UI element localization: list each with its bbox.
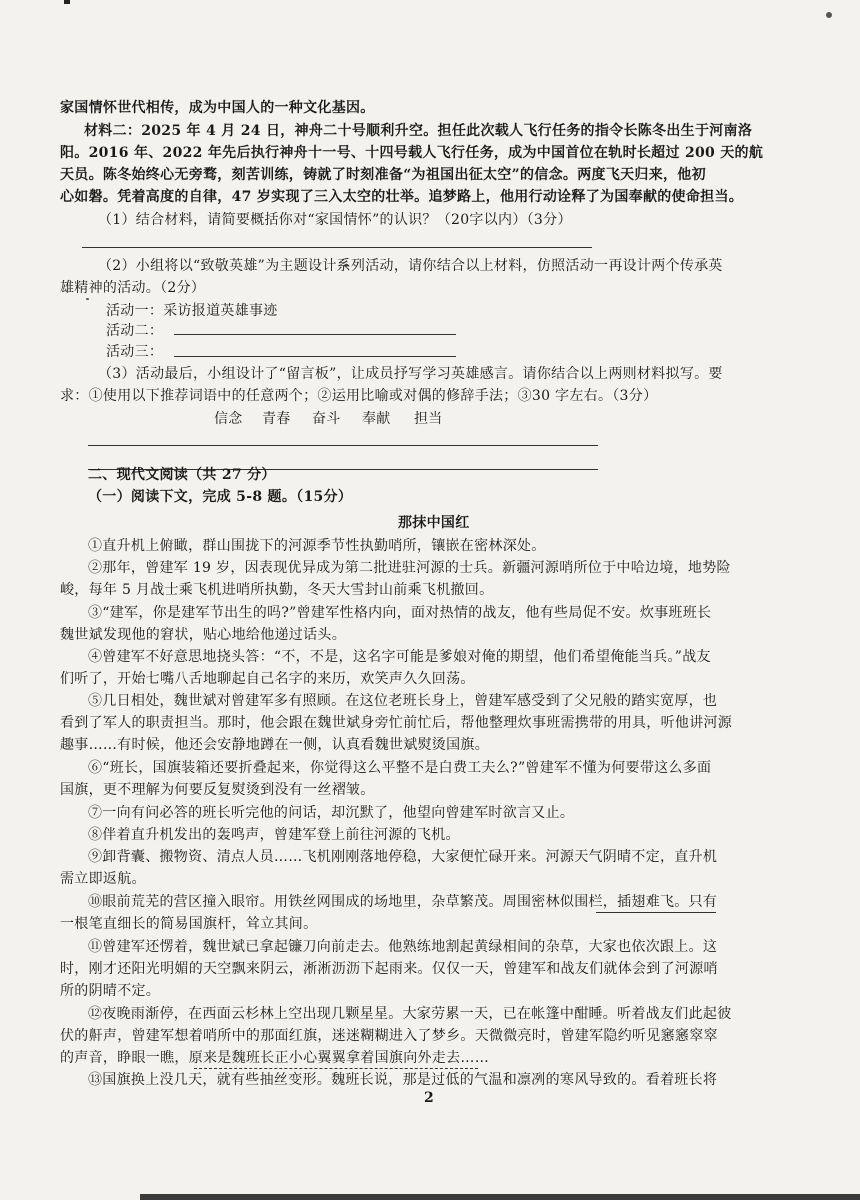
article-paragraph-line: ③“建军，你是建军节出生的吗?”曾建军性格内向，面对热情的战友，他有些局促不安。炊事班班长	[88, 605, 712, 621]
answer-line-activity-2	[174, 334, 456, 335]
question-2-line: （2）小组将以“致敬英雄”为主题设计系列活动，请你结合以上材料，仿照活动一再设计两个传承英	[98, 258, 723, 274]
article-paragraph-line: ②那年，曾建军 19 岁，因表现优异成为第二批进驻河源的士兵。新疆河源哨所位于中哈边境，地势险	[88, 560, 731, 576]
section-heading: 二、现代文阅读（共 27 分）	[88, 467, 276, 483]
question-2-line: 雄精神的活动。（2分）	[60, 280, 206, 296]
recommended-word: 奉献	[362, 411, 391, 427]
article-paragraph-line: ⑦一向有问必答的班长听完他的问话，却沉默了，他望向曾建军时欲言又止。	[88, 805, 575, 821]
article-paragraph-line: ⑩眼前荒芜的营区撞入眼帘。用铁丝网围成的场地里，杂草繁茂。周围密林似围栏，插翅难飞。只有	[88, 894, 718, 910]
scan-speck	[826, 12, 832, 18]
material2-line: 天员。陈冬始终心无旁骛，刻苦训练，铸就了时刻准备“为祖国出征太空”的信念。两度飞天归来，他初	[60, 167, 706, 183]
article-paragraph-line: 需立即返航。	[60, 871, 146, 887]
article-paragraph-line: ④曾建军不好意思地挠头答：“不，不是，这名字可能是爹娘对俺的期望，他们希望俺能当兵。”战友	[88, 649, 711, 665]
article-paragraph-line: 趣事……有时候，他还会安静地蹲在一侧，认真看魏世斌熨烫国旗。	[60, 737, 489, 753]
article-paragraph-line: 国旗，更不理解为何要反复熨烫到没有一丝褶皱。	[60, 782, 375, 798]
article-title: 那抹中国红	[398, 515, 470, 531]
page-number: 2	[424, 1090, 435, 1106]
question-1: （1）结合材料，请简要概括你对“家国情怀”的认识？（20字以内）（3分）	[98, 212, 572, 228]
article-paragraph-line: ⑪曾建军还愣着，魏世斌已拿起镰刀向前走去。他熟练地割起黄绿相间的杂草，大家也依次跟上。这	[88, 939, 718, 955]
material2-line: 材料二：2025 年 4 月 24 日，神舟二十号顺利升空。担任此次载人飞行任务的指令长陈冬出生于河南洛	[84, 123, 753, 139]
article-paragraph-line: ⑬国旗换上没几天，就有些抽丝变形。魏班长说，那是过低的气温和凛冽的寒风导致的。看着班长将	[88, 1072, 718, 1088]
material2-line: 心如磐。凭着高度的自律，47 岁实现了三入太空的壮举。追梦路上，他用行动诠释了为国奉献的使命担当。	[60, 189, 744, 205]
article-paragraph-line: 一根笔直细长的简易国旗杆，耸立其间。	[60, 916, 318, 932]
article-paragraph-line: ⑤几日相处，魏世斌对曾建军多有照顾。在这位老班长身上，曾建军感受到了父兄般的踏实宽厚，也	[88, 693, 718, 709]
answer-line-activity-3	[174, 356, 456, 357]
article-paragraph-line: ⑥“班长，国旗装箱还要折叠起来，你觉得这么平整不是白费工夫么?”曾建军不懂为何要带这么多面	[88, 760, 712, 776]
article-paragraph-line: 峻，每年 5 月战士乘飞机进哨所执勤，冬天大雪封山前乘飞机撤回。	[60, 582, 494, 598]
handwritten-underline	[194, 1068, 478, 1069]
scan-bottom-edge	[140, 1194, 860, 1200]
article-paragraph-line: 看到了军人的职责担当。那时，他会跟在魏世斌身旁忙前忙后，帮他整理炊事班需携带的用具，听他讲河源	[60, 715, 733, 731]
question-3-line: 求：①使用以下推荐词语中的任意两个；②运用比喻或对偶的修辞手法；③30 字左右。（3分）	[60, 388, 658, 404]
intro-text: 家国情怀世代相传，成为中国人的一种文化基因。	[60, 100, 375, 116]
answer-line-q1	[82, 247, 592, 248]
activity-1: 活动一：采访报道英雄事迹	[106, 303, 278, 319]
activity-2: 活动二：	[106, 323, 164, 339]
article-paragraph-line: ⑫夜晚雨渐停，在西面云杉林上空出现几颗星星。大家劳累一天，已在帐篷中酣睡。听着战友们此起彼	[88, 1006, 732, 1022]
article-paragraph-line: 伏的鼾声，曾建军想着哨所中的那面红旗，迷迷糊糊进入了梦乡。天微微亮时，曾建军隐约听见窸窸窣窣	[60, 1028, 718, 1044]
recommended-word: 青春	[262, 411, 291, 427]
question-3-line: （3）活动最后，小组设计了“留言板”，让成员抒写学习英雄感言。请你结合以上两则材料拟写。要	[98, 366, 723, 382]
part-heading: （一）阅读下文，完成 5-8 题。（15分）	[88, 489, 353, 505]
scan-corner-mark	[64, 0, 70, 4]
article-paragraph-line: 们听了，开始七嘴八舌地聊起自己名字的来历，欢笑声久久回荡。	[60, 671, 475, 687]
recommended-word: 奋斗	[312, 411, 341, 427]
article-paragraph-line: 时，刚才还阳光明媚的天空飘来阴云，淅淅沥沥下起雨来。仅仅一天，曾建军和战友们就体会到了河源哨	[60, 961, 718, 977]
material2-line: 阳。2016 年、2022 年先后执行神舟十一号、十四号载人飞行任务，成为中国首位在轨时长超过 200 天的航	[60, 145, 764, 161]
recommended-word: 担当	[414, 411, 443, 427]
article-paragraph-line: 魏世斌发现他的窘状，贴心地给他递过话头。	[60, 627, 346, 643]
recommended-word: 信念	[214, 411, 243, 427]
scan-speck	[86, 298, 89, 300]
article-paragraph-line: 所的阴晴不定。	[60, 983, 161, 999]
article-paragraph-line: ⑨卸背囊、搬物资、清点人员……飞机刚刚落地停稳，大家便忙碌开来。河源天气阴晴不定，直升机	[88, 849, 718, 865]
handwritten-underline	[596, 912, 716, 913]
article-paragraph-line: 的声音，睁眼一瞧，原来是魏班长正小心翼翼拿着国旗向外走去……	[60, 1050, 489, 1066]
article-paragraph-line: ⑧伴着直升机发出的轰鸣声，曾建军登上前往河源的飞机。	[88, 827, 460, 843]
article-paragraph-line: ①直升机上俯瞰，群山围拢下的河源季节性执勤哨所，镶嵌在密林深处。	[88, 538, 546, 554]
answer-line-q3	[88, 445, 598, 446]
activity-3: 活动三：	[106, 344, 164, 360]
